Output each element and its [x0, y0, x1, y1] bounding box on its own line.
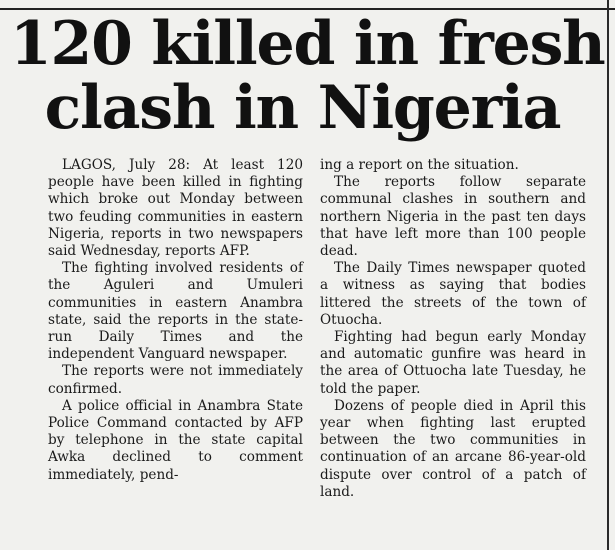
paragraph-continued: ing a report on the situation. — [320, 157, 519, 173]
paragraph: Fighting had begun early Monday and automatic gunfire was heard in the area of Ottuocha late Tuesday, he told the paper. — [320, 329, 586, 397]
article-body — [0, 157, 615, 550]
paragraph: The Daily Times newspaper quoted a witness as saying that bodies littered the streets of the town of Otuocha. — [320, 260, 586, 328]
paragraph: The reports follow separate communal clashes in southern and northern Nigeria in the past ten days that have left more than 100 people dead. — [320, 174, 586, 260]
article-column-right — [320, 157, 586, 501]
paragraph: Dozens of people died in April this year when fighting last erupted between the two communities in continuation of an arcane 86-year-old dispute over control of a patch of land. — [320, 397, 586, 500]
headline-line-1: 120 killed in fresh — [10, 9, 605, 79]
headline-line-2: clash in Nigeria — [44, 73, 561, 143]
headline — [10, 9, 605, 143]
paragraph: The fighting involved residents of the Aguleri and Umuleri communities in eastern Anambra state, said the reports in the state-run Daily Times and the independent Vanguard newspaper. — [48, 260, 303, 363]
paragraph-dateline: LAGOS, July 28: At least 120 people have been killed in fighting which broke out Monday between two feuding communities in eastern Nigeria, reports in two newspapers said Wednesday, reports AFP. — [48, 157, 303, 260]
article-column-left — [48, 157, 303, 484]
paragraph: A police official in Anambra State Police Command contacted by AFP by telephone in the state capital Awka declined to comment immediately, pend- — [48, 397, 303, 483]
paragraph: The reports were not immediately confirmed. — [48, 363, 303, 397]
